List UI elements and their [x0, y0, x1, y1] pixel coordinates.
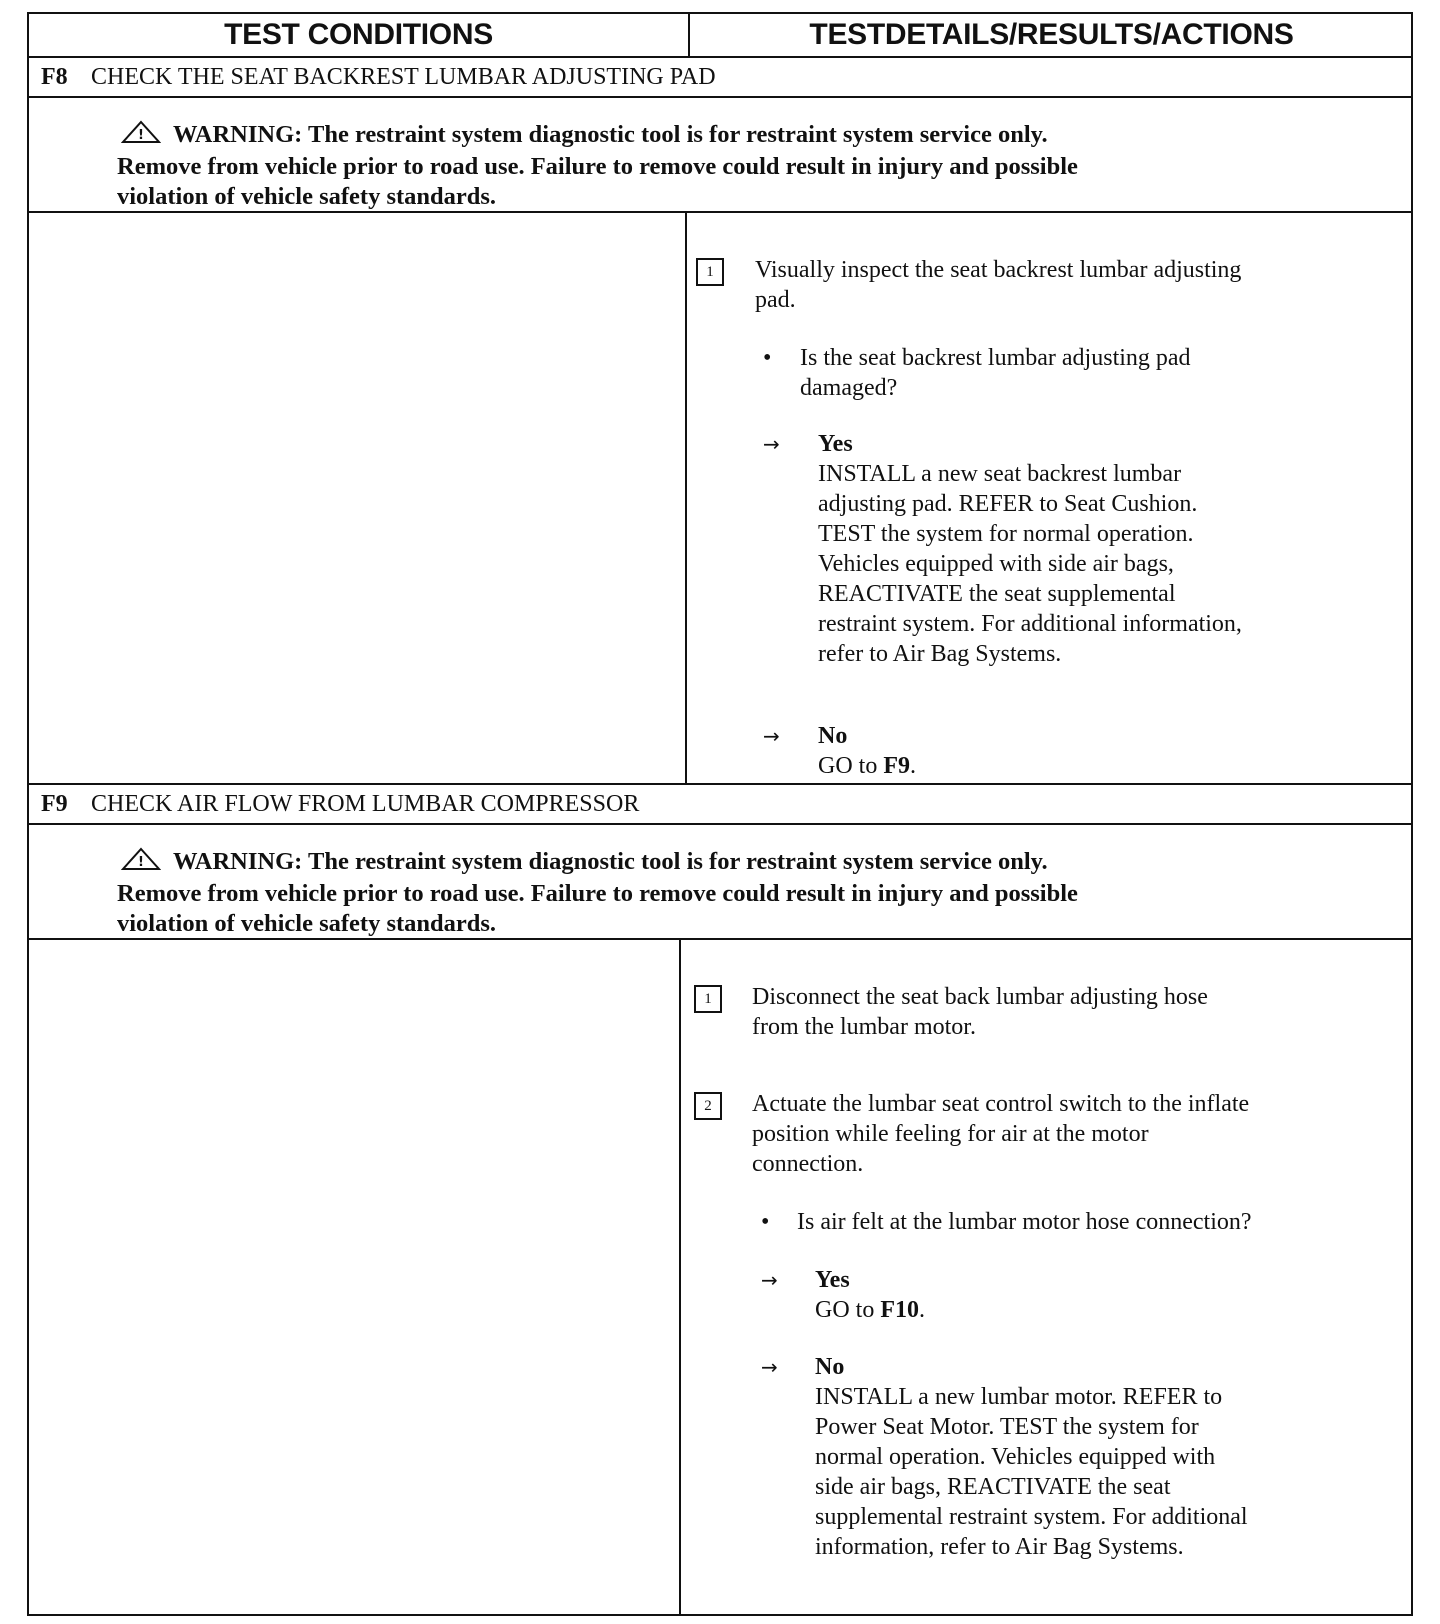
go-suffix: .: [919, 1297, 926, 1323]
answer-line: information, refer to Air Bag Systems.: [815, 1534, 1184, 1560]
answer-line: Power Seat Motor. TEST the system for: [815, 1414, 1199, 1440]
answer-label: No: [815, 1354, 845, 1380]
answer-line: adjusting pad. REFER to Seat Cushion.: [818, 491, 1198, 517]
answer-line: Vehicles equipped with side air bags,: [818, 551, 1174, 577]
arrow-right-icon: →: [763, 432, 780, 456]
question-line: damaged?: [800, 375, 898, 401]
step-line: Actuate the lumbar seat control switch to the inflate: [752, 1091, 1250, 1117]
answer-line: [815, 1295, 925, 1325]
step-line: from the lumbar motor.: [752, 1014, 976, 1040]
answer-label: Yes: [815, 1267, 850, 1293]
answer-line: normal operation. Vehicles equipped with: [815, 1444, 1216, 1470]
rule: [29, 823, 1411, 825]
step-text: [755, 255, 1241, 315]
section-title-text: CHECK AIR FLOW FROM LUMBAR COMPRESSOR: [91, 790, 640, 817]
question-bullet: [761, 1207, 769, 1237]
answer-line: side air bags, REACTIVATE the seat: [815, 1474, 1171, 1500]
answer-line: REACTIVATE the seat supplemental: [818, 581, 1176, 607]
arrow-right-icon: →: [763, 724, 780, 748]
diagnostic-table: [27, 12, 1413, 1616]
go-prefix: GO to: [818, 753, 884, 779]
warning-box-f9: [117, 847, 1351, 939]
answer-line: TEST the system for normal operation.: [818, 521, 1194, 547]
step-text: [752, 1089, 1249, 1179]
arrow-right-icon: →: [761, 1355, 778, 1379]
step-number-box: 2: [694, 1092, 722, 1120]
step-number-box: 1: [694, 985, 722, 1013]
go-target: F9: [883, 753, 911, 779]
svg-text:!: !: [138, 855, 144, 870]
details-cell-f9: [681, 940, 1413, 1616]
svg-text:!: !: [138, 128, 144, 143]
answer-line: supplemental restraint system. For additional: [815, 1504, 1248, 1530]
answer-line: refer to Air Bag Systems.: [818, 641, 1062, 667]
section-title-f8: [29, 58, 1411, 96]
answer-line: restraint system. For additional information,: [818, 611, 1242, 637]
warning-triangle-icon: [121, 120, 161, 152]
step-line: connection.: [752, 1151, 864, 1177]
answer-yes: [818, 429, 1242, 669]
step-line: Visually inspect the seat backrest lumbar adjusting: [755, 257, 1242, 283]
section-number: F9: [41, 790, 68, 817]
header-test-conditions: TEST CONDITIONS: [224, 18, 493, 51]
warning-line: Remove from vehicle prior to road use. Failure to remove could result in injury and possible: [117, 880, 1078, 907]
step-line: Disconnect the seat back lumbar adjusting hose: [752, 984, 1208, 1010]
go-prefix: GO to: [815, 1297, 881, 1323]
question-bullet: [763, 343, 771, 373]
question-text: [797, 1207, 1252, 1237]
warning-line: WARNING: The restraint system diagnostic tool is for restraint system service only.: [173, 121, 1048, 148]
warning-line: violation of vehicle safety standards.: [117, 910, 497, 937]
details-cell-f8: [687, 213, 1413, 783]
answer-label: Yes: [818, 431, 853, 457]
warning-line: Remove from vehicle prior to road use. Failure to remove could result in injury and possible: [117, 153, 1078, 180]
warning-box-f8: [117, 120, 1351, 212]
section-title-f9: [29, 785, 1411, 823]
header-divider: [688, 14, 690, 56]
question-text: [800, 343, 1191, 403]
answer-no: [815, 1352, 1248, 1562]
answer-label: No: [818, 723, 848, 749]
answer-no: [818, 721, 916, 781]
go-target: F10: [880, 1297, 920, 1323]
bullet-dot: •: [763, 345, 772, 371]
question-line: Is air felt at the lumbar motor hose connection?: [797, 1209, 1252, 1235]
warning-line: WARNING: The restraint system diagnostic tool is for restraint system service only.: [173, 848, 1048, 875]
warning-triangle-icon: [121, 847, 161, 879]
go-suffix: .: [910, 753, 917, 779]
warning-line: violation of vehicle safety standards.: [117, 183, 497, 210]
answer-line: INSTALL a new seat backrest lumbar: [818, 461, 1182, 487]
answer-line: INSTALL a new lumbar motor. REFER to: [815, 1384, 1223, 1410]
step-line: pad.: [755, 287, 796, 313]
arrow-right-icon: →: [761, 1268, 778, 1292]
bullet-dot: •: [761, 1209, 770, 1235]
section-number: F8: [41, 63, 68, 90]
answer-yes: [815, 1265, 925, 1325]
header-test-details: TESTDETAILS/RESULTS/ACTIONS: [809, 18, 1294, 51]
answer-line: [818, 751, 916, 781]
rule: [29, 96, 1411, 98]
question-line: Is the seat backrest lumbar adjusting pad: [800, 345, 1191, 371]
step-number-box: 1: [696, 258, 724, 286]
step-line: position while feeling for air at the motor: [752, 1121, 1149, 1147]
section-title-text: CHECK THE SEAT BACKREST LUMBAR ADJUSTING PAD: [91, 63, 716, 90]
step-text: [752, 982, 1208, 1042]
